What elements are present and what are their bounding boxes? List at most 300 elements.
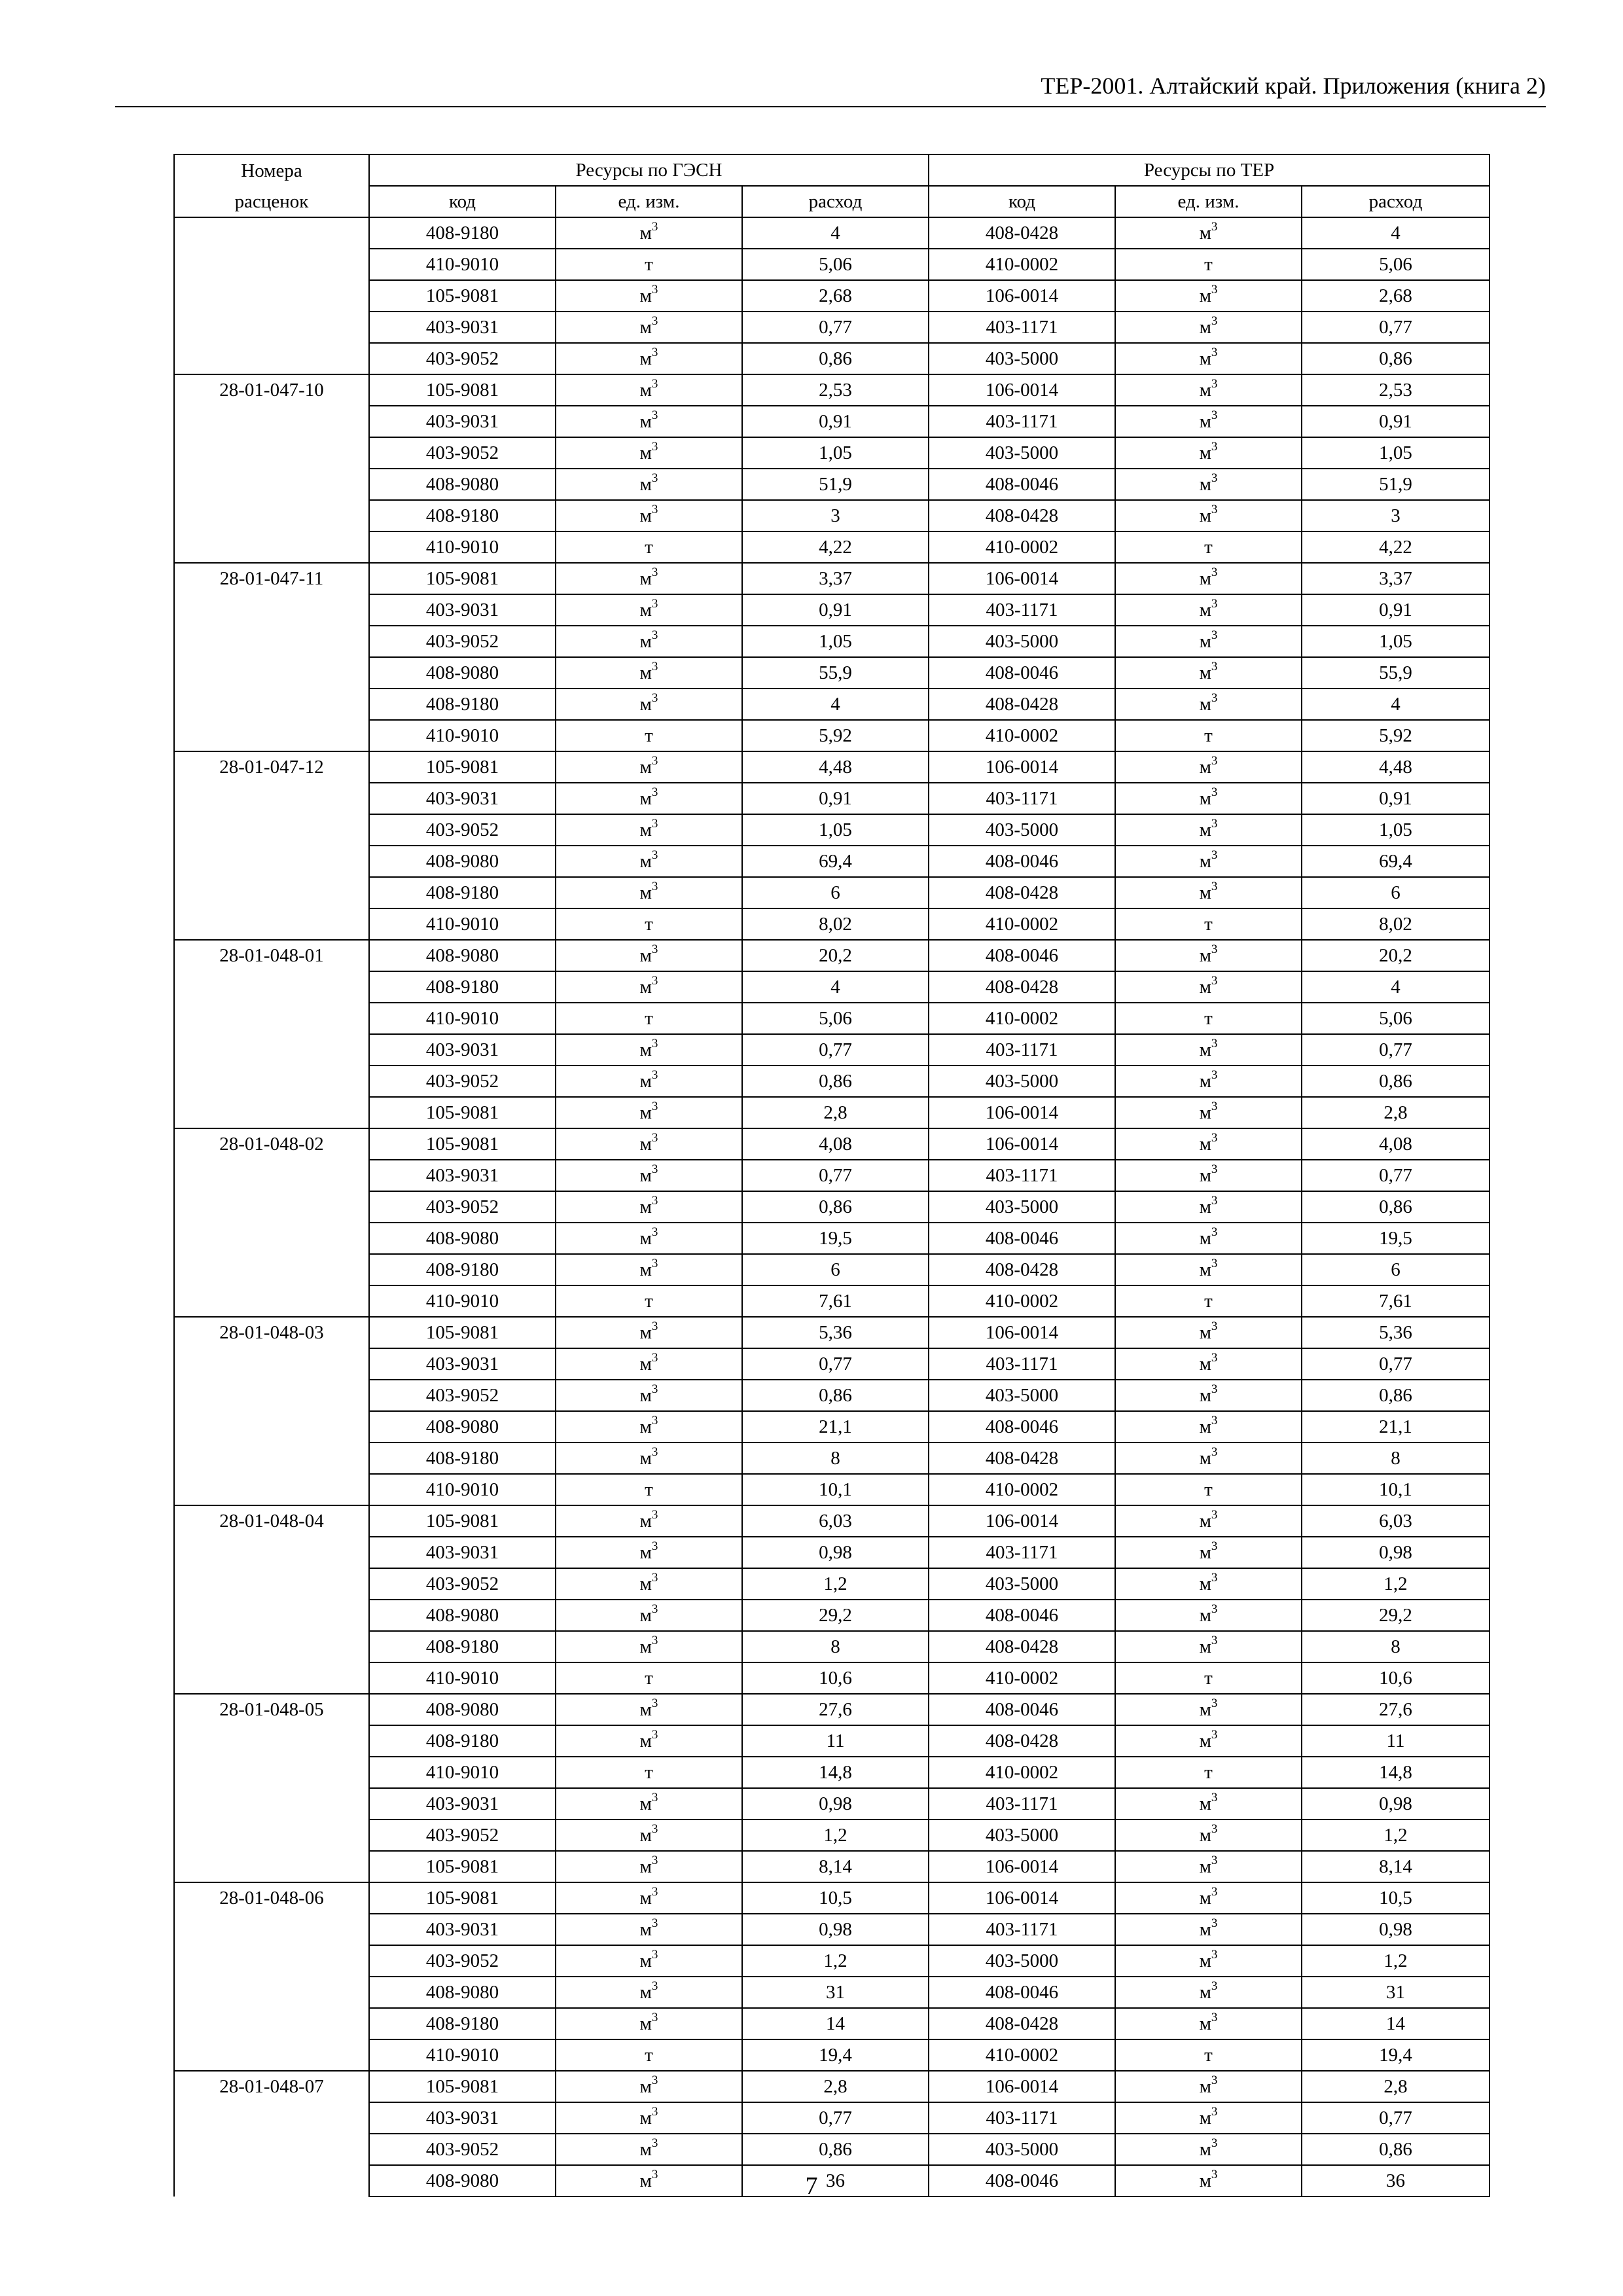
gesn-code-cell: 408-9180 bbox=[369, 500, 556, 531]
gesn-consumption-cell: 0,86 bbox=[742, 1380, 929, 1411]
table-row bbox=[174, 1285, 1489, 1317]
table-row bbox=[174, 1003, 1489, 1034]
table-row bbox=[174, 343, 1489, 374]
ter-code-cell: 403-5000 bbox=[929, 626, 1115, 657]
gesn-consumption-cell: 36 bbox=[742, 2165, 929, 2197]
ter-code-cell: 408-0428 bbox=[929, 2008, 1115, 2039]
gesn-unit-cell: $м^3$ bbox=[556, 1160, 742, 1191]
ter-code-cell: 403-1171 bbox=[929, 312, 1115, 343]
rate-number-cell: 28-01-048-01 bbox=[174, 940, 369, 1128]
ter-unit-cell: $м^3$ bbox=[1115, 1820, 1302, 1851]
gesn-consumption-cell: 10,1 bbox=[742, 1474, 929, 1505]
ter-consumption-cell: 10,5 bbox=[1302, 1882, 1489, 1914]
gesn-consumption-cell: 2,68 bbox=[742, 280, 929, 312]
gesn-code-cell: 410-9010 bbox=[369, 1285, 556, 1317]
gesn-code-cell: 105-9081 bbox=[369, 1128, 556, 1160]
ter-code-cell: 408-0428 bbox=[929, 1254, 1115, 1285]
ter-consumption-cell: 14 bbox=[1302, 2008, 1489, 2039]
rate-numbers-header: Номера bbox=[174, 154, 369, 186]
ter-code-cell: 408-0046 bbox=[929, 1411, 1115, 1443]
ter-unit-cell: $м^3$ bbox=[1115, 1725, 1302, 1757]
ter-consumption-cell: 10,6 bbox=[1302, 1662, 1489, 1694]
gesn-consumption-cell: 19,5 bbox=[742, 1223, 929, 1254]
gesn-unit-cell: т bbox=[556, 720, 742, 751]
gesn-unit-cell: $м^3$ bbox=[556, 594, 742, 626]
gesn-unit-cell: $м^3$ bbox=[556, 1568, 742, 1600]
gesn-code-cell: 410-9010 bbox=[369, 249, 556, 280]
table-row bbox=[174, 1254, 1489, 1285]
ter-consumption-cell: 1,05 bbox=[1302, 626, 1489, 657]
gesn-code-cell: 403-9031 bbox=[369, 406, 556, 437]
ter-code-cell: 410-0002 bbox=[929, 2039, 1115, 2071]
gesn-code-cell: 408-9180 bbox=[369, 1631, 556, 1662]
ter-code-cell: 410-0002 bbox=[929, 1003, 1115, 1034]
ter-code-cell: 408-0428 bbox=[929, 971, 1115, 1003]
table-row bbox=[174, 469, 1489, 500]
ter-code-cell: 106-0014 bbox=[929, 374, 1115, 406]
ter-unit-cell: $м^3$ bbox=[1115, 1128, 1302, 1160]
gesn-consumption-cell: 4 bbox=[742, 971, 929, 1003]
table-row bbox=[174, 1851, 1489, 1882]
ter-code-cell: 408-0046 bbox=[929, 657, 1115, 689]
ter-code-cell: 403-5000 bbox=[929, 343, 1115, 374]
rate-number-cell: 28-01-048-03 bbox=[174, 1317, 369, 1505]
ter-consumption-cell: 51,9 bbox=[1302, 469, 1489, 500]
gesn-code-cell: 403-9031 bbox=[369, 2102, 556, 2134]
table-row bbox=[174, 689, 1489, 720]
table-row bbox=[174, 877, 1489, 908]
ter-code-cell: 106-0014 bbox=[929, 1128, 1115, 1160]
table-row bbox=[174, 2165, 1489, 2197]
ter-unit-cell: т bbox=[1115, 1757, 1302, 1788]
table-row bbox=[174, 1380, 1489, 1411]
gesn-unit-cell: $м^3$ bbox=[556, 1820, 742, 1851]
ter-code-cell: 403-5000 bbox=[929, 1191, 1115, 1223]
gesn-code-cell: 410-9010 bbox=[369, 1757, 556, 1788]
ter-code-cell: 410-0002 bbox=[929, 531, 1115, 563]
ter-unit-cell: $м^3$ bbox=[1115, 1977, 1302, 2008]
ter-consumption-cell: 7,61 bbox=[1302, 1285, 1489, 1317]
ter-unit-cell: т bbox=[1115, 531, 1302, 563]
gesn-code-cell: 403-9052 bbox=[369, 343, 556, 374]
ter-unit-cell: $м^3$ bbox=[1115, 280, 1302, 312]
gesn-consumption-cell: 8,02 bbox=[742, 908, 929, 940]
ter-consumption-cell: 1,2 bbox=[1302, 1568, 1489, 1600]
table-row bbox=[174, 1505, 1489, 1537]
gesn-consumption-cell: 3 bbox=[742, 500, 929, 531]
ter-code-cell: 403-1171 bbox=[929, 783, 1115, 814]
gesn-code-cell: 408-9080 bbox=[369, 1694, 556, 1725]
gesn-consumption-cell: 2,8 bbox=[742, 1097, 929, 1128]
gesn-unit-cell: $м^3$ bbox=[556, 1631, 742, 1662]
table-row bbox=[174, 1662, 1489, 1694]
gesn-resources-header: Ресурсы по ГЭСН bbox=[369, 154, 929, 186]
table-row bbox=[174, 1914, 1489, 1945]
gesn-consumption-cell: 0,77 bbox=[742, 312, 929, 343]
gesn-unit-cell: $м^3$ bbox=[556, 877, 742, 908]
ter-consumption-cell: 0,77 bbox=[1302, 1348, 1489, 1380]
ter-consumption-header: расход bbox=[1302, 186, 1489, 217]
ter-code-cell: 408-0428 bbox=[929, 689, 1115, 720]
gesn-consumption-cell: 0,98 bbox=[742, 1914, 929, 1945]
table-row bbox=[174, 1568, 1489, 1600]
gesn-code-cell: 410-9010 bbox=[369, 531, 556, 563]
gesn-code-cell: 408-9080 bbox=[369, 940, 556, 971]
ter-code-cell: 410-0002 bbox=[929, 908, 1115, 940]
gesn-consumption-cell: 6 bbox=[742, 877, 929, 908]
gesn-code-cell: 403-9031 bbox=[369, 1914, 556, 1945]
gesn-consumption-cell: 0,77 bbox=[742, 2102, 929, 2134]
table-row bbox=[174, 2071, 1489, 2102]
ter-code-cell: 408-0046 bbox=[929, 1223, 1115, 1254]
ter-unit-cell: $м^3$ bbox=[1115, 971, 1302, 1003]
ter-unit-cell: $м^3$ bbox=[1115, 1317, 1302, 1348]
gesn-unit-cell: $м^3$ bbox=[556, 1977, 742, 2008]
ter-unit-cell: $м^3$ bbox=[1115, 1882, 1302, 1914]
ter-consumption-cell: 0,98 bbox=[1302, 1537, 1489, 1568]
gesn-consumption-cell: 10,6 bbox=[742, 1662, 929, 1694]
ter-consumption-cell: 69,4 bbox=[1302, 846, 1489, 877]
gesn-unit-cell: $м^3$ bbox=[556, 689, 742, 720]
gesn-code-cell: 403-9031 bbox=[369, 312, 556, 343]
gesn-code-cell: 403-9052 bbox=[369, 814, 556, 846]
gesn-consumption-cell: 0,86 bbox=[742, 343, 929, 374]
ter-unit-cell: $м^3$ bbox=[1115, 1380, 1302, 1411]
ter-unit-cell: $м^3$ bbox=[1115, 940, 1302, 971]
ter-code-cell: 403-1171 bbox=[929, 1537, 1115, 1568]
table-subheader-row bbox=[174, 186, 1489, 217]
gesn-consumption-cell: 51,9 bbox=[742, 469, 929, 500]
table-row bbox=[174, 2039, 1489, 2071]
ter-code-cell: 106-0014 bbox=[929, 1505, 1115, 1537]
gesn-code-header: код bbox=[369, 186, 556, 217]
gesn-consumption-cell: 4,08 bbox=[742, 1128, 929, 1160]
ter-consumption-cell: 31 bbox=[1302, 1977, 1489, 2008]
ter-code-cell: 408-0428 bbox=[929, 1725, 1115, 1757]
ter-consumption-cell: 0,77 bbox=[1302, 312, 1489, 343]
ter-unit-cell: $м^3$ bbox=[1115, 814, 1302, 846]
ter-consumption-cell: 5,06 bbox=[1302, 249, 1489, 280]
table-row bbox=[174, 1317, 1489, 1348]
ter-consumption-cell: 11 bbox=[1302, 1725, 1489, 1757]
gesn-consumption-header: расход bbox=[742, 186, 929, 217]
table-row bbox=[174, 1788, 1489, 1820]
table-row bbox=[174, 657, 1489, 689]
ter-code-cell: 408-0046 bbox=[929, 469, 1115, 500]
table-row bbox=[174, 846, 1489, 877]
gesn-consumption-cell: 0,77 bbox=[742, 1160, 929, 1191]
gesn-code-cell: 408-9180 bbox=[369, 1443, 556, 1474]
gesn-consumption-cell: 0,86 bbox=[742, 1191, 929, 1223]
table-row bbox=[174, 626, 1489, 657]
resources-table bbox=[173, 154, 1490, 2197]
table-row bbox=[174, 2102, 1489, 2134]
ter-code-cell: 403-1171 bbox=[929, 2102, 1115, 2134]
ter-code-cell: 410-0002 bbox=[929, 1474, 1115, 1505]
table-row bbox=[174, 908, 1489, 940]
gesn-code-cell: 105-9081 bbox=[369, 374, 556, 406]
rate-number-cell: 28-01-047-10 bbox=[174, 374, 369, 563]
gesn-consumption-cell: 21,1 bbox=[742, 1411, 929, 1443]
gesn-unit-cell: $м^3$ bbox=[556, 1380, 742, 1411]
ter-code-cell: 410-0002 bbox=[929, 1285, 1115, 1317]
gesn-consumption-cell: 2,53 bbox=[742, 374, 929, 406]
gesn-consumption-cell: 0,91 bbox=[742, 406, 929, 437]
ter-unit-cell: $м^3$ bbox=[1115, 626, 1302, 657]
gesn-unit-cell: $м^3$ bbox=[556, 1694, 742, 1725]
ter-code-cell: 403-1171 bbox=[929, 1034, 1115, 1066]
ter-code-cell: 410-0002 bbox=[929, 720, 1115, 751]
ter-consumption-cell: 0,77 bbox=[1302, 1034, 1489, 1066]
gesn-consumption-cell: 1,05 bbox=[742, 437, 929, 469]
ter-consumption-cell: 2,53 bbox=[1302, 374, 1489, 406]
gesn-unit-cell: $м^3$ bbox=[556, 1851, 742, 1882]
gesn-unit-cell: $м^3$ bbox=[556, 280, 742, 312]
table-body bbox=[174, 217, 1489, 2197]
gesn-code-cell: 403-9031 bbox=[369, 1160, 556, 1191]
gesn-code-cell: 403-9052 bbox=[369, 1820, 556, 1851]
page-number: 7 bbox=[805, 2172, 818, 2200]
ter-unit-cell: т bbox=[1115, 1285, 1302, 1317]
gesn-code-cell: 105-9081 bbox=[369, 1882, 556, 1914]
gesn-consumption-cell: 8 bbox=[742, 1631, 929, 1662]
ter-consumption-cell: 6 bbox=[1302, 877, 1489, 908]
gesn-code-cell: 410-9010 bbox=[369, 908, 556, 940]
gesn-consumption-cell: 1,2 bbox=[742, 1820, 929, 1851]
gesn-consumption-cell: 10,5 bbox=[742, 1882, 929, 1914]
table-row bbox=[174, 531, 1489, 563]
gesn-unit-cell: $м^3$ bbox=[556, 1097, 742, 1128]
table-row bbox=[174, 814, 1489, 846]
gesn-code-cell: 408-9180 bbox=[369, 971, 556, 1003]
gesn-consumption-cell: 14,8 bbox=[742, 1757, 929, 1788]
gesn-unit-cell: $м^3$ bbox=[556, 814, 742, 846]
gesn-unit-cell: т bbox=[556, 1285, 742, 1317]
table-row bbox=[174, 971, 1489, 1003]
ter-code-cell: 106-0014 bbox=[929, 1851, 1115, 1882]
ter-consumption-cell: 1,05 bbox=[1302, 814, 1489, 846]
gesn-consumption-cell: 6 bbox=[742, 1254, 929, 1285]
ter-consumption-cell: 5,36 bbox=[1302, 1317, 1489, 1348]
table-row bbox=[174, 312, 1489, 343]
ter-consumption-cell: 0,77 bbox=[1302, 1160, 1489, 1191]
rate-numbers-header-2: расценок bbox=[174, 186, 369, 217]
ter-consumption-cell: 27,6 bbox=[1302, 1694, 1489, 1725]
table-row bbox=[174, 940, 1489, 971]
ter-consumption-cell: 20,2 bbox=[1302, 940, 1489, 971]
gesn-unit-cell: т bbox=[556, 1662, 742, 1694]
gesn-unit-cell: $м^3$ bbox=[556, 971, 742, 1003]
gesn-unit-cell: т bbox=[556, 249, 742, 280]
ter-consumption-cell: 4 bbox=[1302, 689, 1489, 720]
gesn-unit-cell: $м^3$ bbox=[556, 217, 742, 249]
ter-unit-cell: $м^3$ bbox=[1115, 469, 1302, 500]
gesn-unit-cell: $м^3$ bbox=[556, 626, 742, 657]
gesn-unit-cell: т bbox=[556, 531, 742, 563]
ter-unit-cell: $м^3$ bbox=[1115, 2008, 1302, 2039]
gesn-unit-cell: т bbox=[556, 908, 742, 940]
gesn-consumption-cell: 20,2 bbox=[742, 940, 929, 971]
gesn-code-cell: 403-9052 bbox=[369, 1066, 556, 1097]
gesn-code-cell: 403-9031 bbox=[369, 1348, 556, 1380]
ter-consumption-cell: 0,91 bbox=[1302, 406, 1489, 437]
gesn-code-cell: 403-9031 bbox=[369, 1788, 556, 1820]
ter-code-cell: 410-0002 bbox=[929, 1662, 1115, 1694]
ter-consumption-cell: 5,92 bbox=[1302, 720, 1489, 751]
gesn-unit-cell: $м^3$ bbox=[556, 406, 742, 437]
gesn-consumption-cell: 1,2 bbox=[742, 1568, 929, 1600]
gesn-consumption-cell: 5,36 bbox=[742, 1317, 929, 1348]
ter-unit-cell: т bbox=[1115, 1474, 1302, 1505]
ter-code-cell: 408-0428 bbox=[929, 1631, 1115, 1662]
ter-code-cell: 106-0014 bbox=[929, 2071, 1115, 2102]
ter-unit-cell: $м^3$ bbox=[1115, 1223, 1302, 1254]
gesn-unit-cell: $м^3$ bbox=[556, 846, 742, 877]
gesn-unit-cell: $м^3$ bbox=[556, 1914, 742, 1945]
gesn-unit-cell: $м^3$ bbox=[556, 1223, 742, 1254]
gesn-code-cell: 408-9180 bbox=[369, 217, 556, 249]
gesn-unit-cell: $м^3$ bbox=[556, 1128, 742, 1160]
gesn-code-cell: 408-9180 bbox=[369, 1725, 556, 1757]
ter-consumption-cell: 0,77 bbox=[1302, 2102, 1489, 2134]
ter-code-cell: 403-5000 bbox=[929, 437, 1115, 469]
ter-unit-cell: $м^3$ bbox=[1115, 1945, 1302, 1977]
ter-consumption-cell: 8 bbox=[1302, 1443, 1489, 1474]
ter-code-cell: 106-0014 bbox=[929, 1317, 1115, 1348]
ter-code-cell: 410-0002 bbox=[929, 1757, 1115, 1788]
ter-unit-cell: $м^3$ bbox=[1115, 1160, 1302, 1191]
ter-code-cell: 403-5000 bbox=[929, 1820, 1115, 1851]
ter-unit-cell: $м^3$ bbox=[1115, 1914, 1302, 1945]
ter-consumption-cell: 0,91 bbox=[1302, 594, 1489, 626]
gesn-unit-cell: $м^3$ bbox=[556, 437, 742, 469]
gesn-consumption-cell: 0,91 bbox=[742, 594, 929, 626]
ter-unit-cell: $м^3$ bbox=[1115, 1254, 1302, 1285]
ter-consumption-cell: 19,4 bbox=[1302, 2039, 1489, 2071]
table-row bbox=[174, 1757, 1489, 1788]
gesn-unit-cell: $м^3$ bbox=[556, 2165, 742, 2197]
gesn-unit-cell: т bbox=[556, 2039, 742, 2071]
gesn-consumption-cell: 11 bbox=[742, 1725, 929, 1757]
gesn-code-cell: 408-9080 bbox=[369, 657, 556, 689]
gesn-code-cell: 403-9031 bbox=[369, 1537, 556, 1568]
gesn-consumption-cell: 0,91 bbox=[742, 783, 929, 814]
ter-unit-cell: $м^3$ bbox=[1115, 406, 1302, 437]
gesn-unit-cell: т bbox=[556, 1474, 742, 1505]
ter-unit-cell: т bbox=[1115, 720, 1302, 751]
gesn-unit-cell: $м^3$ bbox=[556, 563, 742, 594]
table-row bbox=[174, 1097, 1489, 1128]
ter-unit-cell: $м^3$ bbox=[1115, 783, 1302, 814]
gesn-unit-cell: $м^3$ bbox=[556, 657, 742, 689]
ter-unit-cell: $м^3$ bbox=[1115, 2071, 1302, 2102]
table-row bbox=[174, 2134, 1489, 2165]
gesn-unit-cell: $м^3$ bbox=[556, 1191, 742, 1223]
header-title: ТЕР-2001. Алтайский край. Приложения (книга 2) bbox=[1041, 73, 1546, 99]
ter-consumption-cell: 4,08 bbox=[1302, 1128, 1489, 1160]
ter-unit-cell: $м^3$ bbox=[1115, 1411, 1302, 1443]
ter-code-cell: 403-5000 bbox=[929, 1066, 1115, 1097]
ter-code-cell: 408-0046 bbox=[929, 1694, 1115, 1725]
table-row bbox=[174, 1348, 1489, 1380]
gesn-code-cell: 408-9080 bbox=[369, 1600, 556, 1631]
ter-code-cell: 403-5000 bbox=[929, 814, 1115, 846]
ter-consumption-cell: 1,2 bbox=[1302, 1945, 1489, 1977]
ter-unit-cell: $м^3$ bbox=[1115, 374, 1302, 406]
table-row bbox=[174, 1820, 1489, 1851]
ter-code-cell: 403-1171 bbox=[929, 406, 1115, 437]
ter-code-cell: 408-0046 bbox=[929, 940, 1115, 971]
gesn-code-cell: 403-9031 bbox=[369, 1034, 556, 1066]
ter-code-cell: 403-1171 bbox=[929, 1160, 1115, 1191]
gesn-unit-cell: $м^3$ bbox=[556, 2102, 742, 2134]
gesn-code-cell: 403-9052 bbox=[369, 1380, 556, 1411]
ter-unit-cell: $м^3$ bbox=[1115, 1694, 1302, 1725]
ter-unit-cell: $м^3$ bbox=[1115, 1537, 1302, 1568]
gesn-consumption-cell: 5,06 bbox=[742, 1003, 929, 1034]
gesn-consumption-cell: 1,05 bbox=[742, 626, 929, 657]
gesn-code-cell: 410-9010 bbox=[369, 720, 556, 751]
ter-consumption-cell: 0,98 bbox=[1302, 1788, 1489, 1820]
ter-unit-cell: $м^3$ bbox=[1115, 1568, 1302, 1600]
gesn-code-cell: 403-9052 bbox=[369, 1568, 556, 1600]
ter-code-cell: 106-0014 bbox=[929, 1882, 1115, 1914]
ter-unit-cell: $м^3$ bbox=[1115, 1788, 1302, 1820]
ter-unit-cell: $м^3$ bbox=[1115, 217, 1302, 249]
ter-code-cell: 408-0428 bbox=[929, 500, 1115, 531]
ter-unit-cell: $м^3$ bbox=[1115, 594, 1302, 626]
ter-unit-cell: $м^3$ bbox=[1115, 1851, 1302, 1882]
ter-consumption-cell: 2,8 bbox=[1302, 1097, 1489, 1128]
ter-unit-header: ед. изм. bbox=[1115, 186, 1302, 217]
gesn-consumption-cell: 0,77 bbox=[742, 1034, 929, 1066]
ter-consumption-cell: 0,86 bbox=[1302, 1380, 1489, 1411]
gesn-consumption-cell: 7,61 bbox=[742, 1285, 929, 1317]
table-row bbox=[174, 1223, 1489, 1254]
gesn-consumption-cell: 0,98 bbox=[742, 1788, 929, 1820]
ter-unit-cell: $м^3$ bbox=[1115, 751, 1302, 783]
gesn-code-cell: 408-9080 bbox=[369, 1411, 556, 1443]
rate-number-cell: 28-01-048-07 bbox=[174, 2071, 369, 2197]
ter-resources-header: Ресурсы по ТЕР bbox=[929, 154, 1489, 186]
rate-number-cell: 28-01-048-05 bbox=[174, 1694, 369, 1882]
gesn-unit-cell: $м^3$ bbox=[556, 469, 742, 500]
gesn-unit-cell: $м^3$ bbox=[556, 1254, 742, 1285]
ter-consumption-cell: 10,1 bbox=[1302, 1474, 1489, 1505]
ter-consumption-cell: 2,8 bbox=[1302, 2071, 1489, 2102]
table-row bbox=[174, 1694, 1489, 1725]
gesn-code-cell: 105-9081 bbox=[369, 1851, 556, 1882]
table-row bbox=[174, 1191, 1489, 1223]
gesn-consumption-cell: 8 bbox=[742, 1443, 929, 1474]
table-row bbox=[174, 1128, 1489, 1160]
rate-number-cell: 28-01-047-12 bbox=[174, 751, 369, 940]
gesn-code-cell: 408-9180 bbox=[369, 877, 556, 908]
ter-consumption-cell: 0,86 bbox=[1302, 1066, 1489, 1097]
gesn-code-cell: 408-9080 bbox=[369, 469, 556, 500]
ter-code-cell: 408-0046 bbox=[929, 1977, 1115, 2008]
gesn-consumption-cell: 0,86 bbox=[742, 2134, 929, 2165]
ter-code-cell: 403-5000 bbox=[929, 1945, 1115, 1977]
ter-unit-cell: т bbox=[1115, 1662, 1302, 1694]
gesn-consumption-cell: 4,48 bbox=[742, 751, 929, 783]
gesn-code-cell: 105-9081 bbox=[369, 1097, 556, 1128]
table-row bbox=[174, 406, 1489, 437]
gesn-consumption-cell: 4 bbox=[742, 217, 929, 249]
ter-consumption-cell: 3 bbox=[1302, 500, 1489, 531]
gesn-unit-cell: $м^3$ bbox=[556, 1505, 742, 1537]
gesn-consumption-cell: 5,06 bbox=[742, 249, 929, 280]
